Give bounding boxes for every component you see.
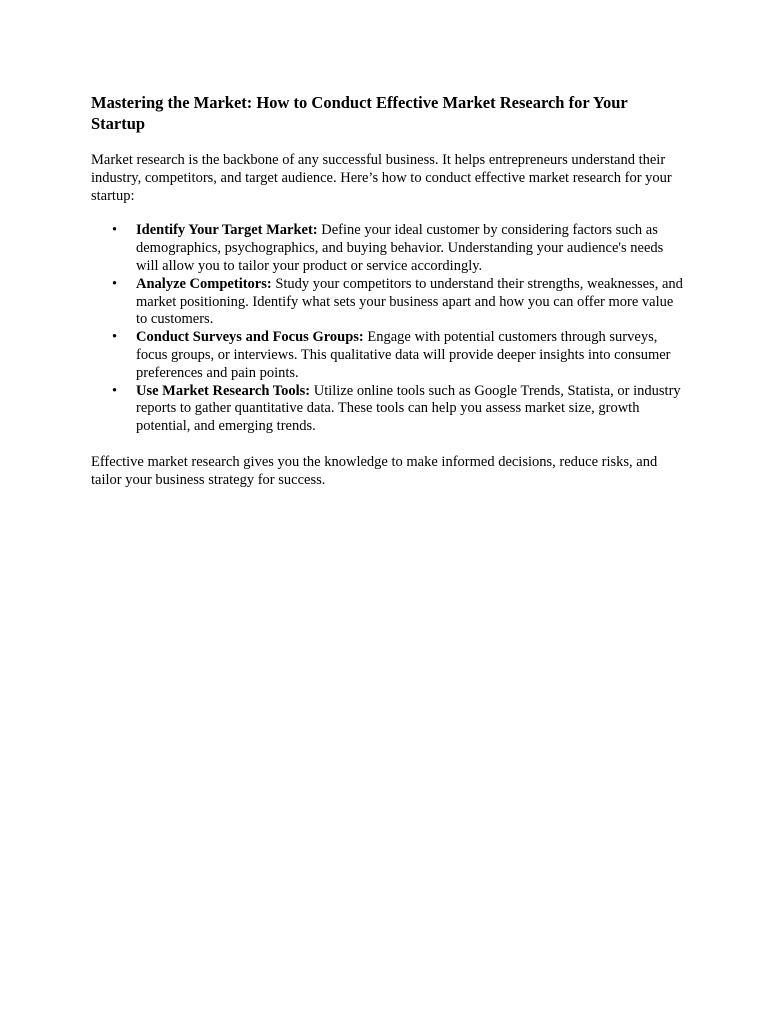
list-item [91,329,683,382]
bullet-icon: • [112,275,118,292]
bullet-icon: • [112,329,118,346]
list-item-text: Define your ideal customer by considering factors such as demographics, psychographics, and buying behavior. Understanding your audience's needs will allow you to tailor your product or service accordingly. [136,222,664,274]
list-item-term: Analyze Competitors: [136,275,276,292]
list-item-term: Identify Your Target Market: [136,222,322,239]
list-item-text: Engage with potential customers through surveys, focus groups, or interviews. This qualitative data will provide deeper insights into consumer preferences and pain points. [136,329,671,381]
list-item-term: Conduct Surveys and Focus Groups: [136,329,368,346]
list-item [91,222,683,275]
bullet-list [91,222,683,436]
list-item-text: Utilize online tools such as Google Trends, Statista, or industry reports to gather quantitative data. These tools can help you assess market size, growth potential, and emerging trends. [136,382,681,435]
closing-paragraph: Effective market research gives you the knowledge to make informed decisions, reduce risks, and tailor your business strategy for success. [91,453,658,488]
list-item-text: Study your competitors to understand their strengths, weaknesses, and market positioning. Identify what sets your business apart and how you can offer more value to customers. [136,275,683,328]
bullet-icon: • [112,222,118,239]
list-item [91,383,683,436]
list-item-term: Use Market Research Tools: [136,382,314,399]
document-page [91,92,683,490]
document-title: Mastering the Market: How to Conduct Effective Market Research for Your Startup [91,93,628,133]
bullet-icon: • [112,382,118,399]
intro-paragraph: Market research is the backbone of any successful business. It helps entrepreneurs understand their industry, competitors, and target audience. Here’s how to conduct effective market research for your startup: [91,152,672,204]
list-item [91,276,683,329]
